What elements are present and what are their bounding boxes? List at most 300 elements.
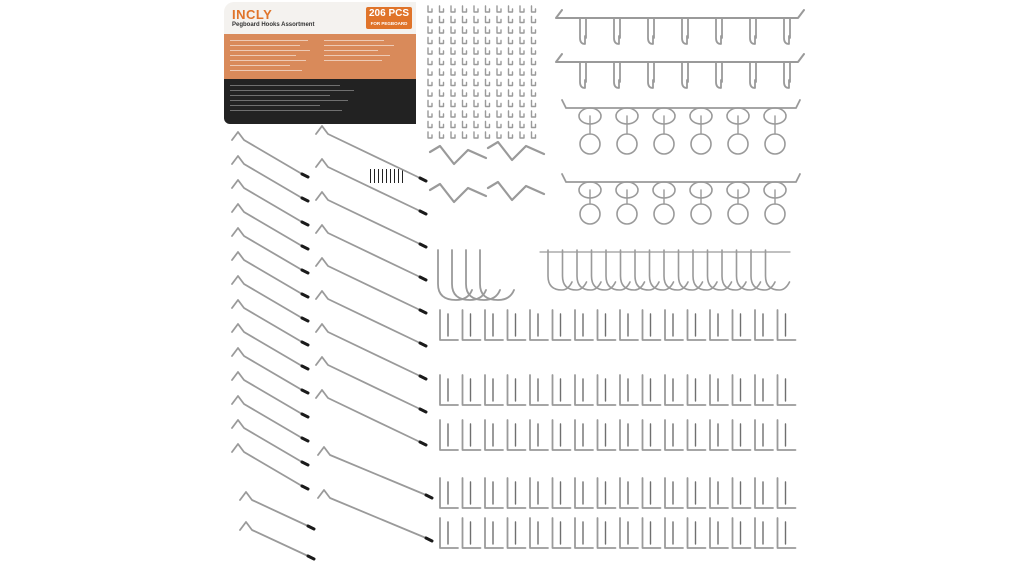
long-hook: [316, 192, 420, 244]
small-hook: [474, 111, 478, 117]
ring-hook-strips: [562, 100, 800, 224]
long-hook-tip: [302, 462, 308, 465]
long-hook: [316, 258, 420, 310]
small-hook: [451, 122, 455, 128]
small-hook: [486, 101, 490, 107]
small-hook: [509, 101, 513, 107]
small-hook: [428, 132, 432, 138]
small-hook: [463, 111, 467, 117]
strip-hook: [784, 62, 790, 88]
ring-bottom: [654, 134, 674, 154]
long-hook-tip: [302, 222, 308, 225]
long-hook-tip: [426, 538, 432, 541]
l-hook: [688, 310, 706, 340]
small-hook: [497, 48, 501, 54]
strip-hook: [682, 62, 688, 88]
brand-label: INCLY: [232, 7, 273, 22]
small-hook: [440, 27, 444, 33]
j-hook: [548, 250, 572, 290]
ring-bottom: [765, 134, 785, 154]
small-hook: [451, 48, 455, 54]
zigzag-clip: [488, 182, 544, 200]
small-hook: [474, 6, 478, 12]
l-hook: [688, 375, 706, 405]
l-hook: [710, 375, 728, 405]
small-hook: [428, 17, 432, 23]
long-hook-tip: [302, 270, 308, 273]
small-hook: [428, 80, 432, 86]
small-hook: [532, 27, 536, 33]
small-hook: [451, 38, 455, 44]
small-hook: [463, 38, 467, 44]
small-hook: [486, 90, 490, 96]
l-hook: [530, 420, 548, 450]
small-hook: [474, 122, 478, 128]
l-hook: [440, 478, 458, 508]
l-hook: [620, 310, 638, 340]
j-hook: [577, 250, 601, 290]
long-hook: [232, 444, 302, 486]
small-hook: [440, 6, 444, 12]
ring-bottom: [580, 134, 600, 154]
j-hook: [650, 250, 674, 290]
long-hook: [232, 300, 302, 342]
l-hook: [755, 310, 773, 340]
j-hook: [563, 250, 587, 290]
small-hook: [451, 6, 455, 12]
long-hook-tip: [302, 486, 308, 489]
small-hook: [497, 59, 501, 65]
small-hook: [486, 80, 490, 86]
small-hook: [440, 38, 444, 44]
small-hook: [486, 48, 490, 54]
l-hook: [530, 310, 548, 340]
small-hook: [440, 101, 444, 107]
l-hook: [463, 478, 481, 508]
strip-hook: [716, 18, 722, 44]
small-hook: [497, 69, 501, 75]
small-hook: [440, 122, 444, 128]
ring-bottom: [728, 204, 748, 224]
l-hook: [485, 518, 503, 548]
long-hook-tip: [302, 390, 308, 393]
small-hook: [463, 6, 467, 12]
l-hook: [778, 420, 796, 450]
l-hook: [485, 420, 503, 450]
ring-bottom: [765, 204, 785, 224]
long-hook: [232, 180, 302, 222]
long-hook: [316, 126, 420, 178]
l-hook: [485, 478, 503, 508]
l-hook: [530, 375, 548, 405]
long-hook-tip: [420, 310, 426, 313]
l-hook: [530, 518, 548, 548]
long-hook-tip: [302, 342, 308, 345]
long-hook: [316, 324, 420, 376]
l-hook: [665, 518, 683, 548]
hook-strip-bar: [556, 10, 804, 18]
small-hook: [428, 38, 432, 44]
small-hook: [520, 80, 524, 86]
long-hook: [316, 357, 420, 409]
product-name-label: Pegboard Hooks Assortment: [232, 22, 315, 28]
small-hook: [520, 111, 524, 117]
l-hook: [575, 478, 593, 508]
j-hook: [664, 250, 688, 290]
small-hook: [474, 80, 478, 86]
small-hook: [509, 6, 513, 12]
small-hook: [474, 38, 478, 44]
small-hook: [451, 111, 455, 117]
long-hook: [232, 228, 302, 270]
zigzag-clips: [430, 142, 544, 202]
long-hook-tip: [308, 556, 314, 559]
long-hook: [232, 396, 302, 438]
small-hook: [463, 17, 467, 23]
piece-count: 206 PCS: [368, 8, 410, 19]
l-hook: [463, 420, 481, 450]
l-hook: [688, 420, 706, 450]
small-hook: [440, 111, 444, 117]
ring-bottom: [654, 204, 674, 224]
small-hook: [451, 101, 455, 107]
small-hook: [463, 122, 467, 128]
small-hook: [463, 80, 467, 86]
l-hook: [553, 310, 571, 340]
small-hook: [497, 132, 501, 138]
small-hook: [497, 111, 501, 117]
strip-hook: [750, 62, 756, 88]
l-hook: [463, 375, 481, 405]
small-hook: [532, 80, 536, 86]
j-hook: [693, 250, 717, 290]
multi-hook-strips: [556, 10, 804, 88]
long-hook-tip: [420, 211, 426, 214]
small-hook: [532, 48, 536, 54]
l-hook: [665, 375, 683, 405]
l-hook: [440, 375, 458, 405]
small-hook: [520, 101, 524, 107]
long-hook-tip: [302, 174, 308, 177]
l-hook: [665, 420, 683, 450]
l-hook: [598, 310, 616, 340]
l-hook: [733, 518, 751, 548]
j-hook: [766, 250, 790, 290]
l-hook: [733, 420, 751, 450]
l-hook: [755, 518, 773, 548]
small-hook: [486, 132, 490, 138]
long-hook-tip: [302, 318, 308, 321]
l-hook: [508, 375, 526, 405]
l-hook: [755, 375, 773, 405]
j-hooks: [438, 250, 790, 300]
small-hook: [474, 59, 478, 65]
ring-bottom: [728, 134, 748, 154]
small-hook: [451, 90, 455, 96]
l-hook: [530, 478, 548, 508]
small-hook: [486, 59, 490, 65]
l-hook: [553, 420, 571, 450]
j-hook: [606, 250, 630, 290]
small-hook: [486, 38, 490, 44]
small-hook: [520, 48, 524, 54]
l-hook: [643, 420, 661, 450]
strip-hook: [614, 62, 620, 88]
small-hook: [532, 38, 536, 44]
long-hook: [316, 390, 420, 442]
ring-bottom: [580, 204, 600, 224]
l-hook: [508, 420, 526, 450]
l-hook: [440, 420, 458, 450]
j-hook: [722, 250, 746, 290]
long-hook-tip: [420, 442, 426, 445]
small-hook: [520, 90, 524, 96]
small-hook: [497, 38, 501, 44]
zigzag-clip: [430, 146, 486, 164]
long-hook: [318, 490, 426, 538]
small-hook: [428, 6, 432, 12]
small-hook: [509, 90, 513, 96]
j-hook: [635, 250, 659, 290]
j-hook: [679, 250, 703, 290]
l-hook: [778, 478, 796, 508]
l-hook: [485, 310, 503, 340]
small-hook: [474, 69, 478, 75]
small-hook: [509, 48, 513, 54]
zigzag-clip: [488, 142, 544, 160]
l-hook: [643, 375, 661, 405]
small-hook: [428, 101, 432, 107]
small-hook: [428, 111, 432, 117]
l-hook: [598, 518, 616, 548]
l-hook: [688, 518, 706, 548]
l-hook: [643, 478, 661, 508]
small-hook: [520, 122, 524, 128]
long-hook-tip: [420, 343, 426, 346]
l-hook: [643, 310, 661, 340]
l-hook: [553, 478, 571, 508]
long-hook: [232, 252, 302, 294]
strip-hook: [580, 18, 586, 44]
small-hook: [474, 132, 478, 138]
long-hook: [232, 372, 302, 414]
small-hook: [474, 48, 478, 54]
long-peg-hooks: [232, 126, 432, 559]
l-hook: [508, 310, 526, 340]
long-hook-tip: [302, 294, 308, 297]
small-hook: [520, 6, 524, 12]
small-hook: [509, 27, 513, 33]
l-hook: [710, 518, 728, 548]
long-hook: [232, 324, 302, 366]
small-hook: [532, 101, 536, 107]
l-hook: [665, 310, 683, 340]
l-hook: [733, 375, 751, 405]
long-hook: [318, 447, 426, 495]
j-hook: [737, 250, 761, 290]
small-hook: [520, 17, 524, 23]
strip-hook: [614, 18, 620, 44]
l-hook: [598, 375, 616, 405]
small-hook: [428, 27, 432, 33]
long-hook: [240, 492, 308, 526]
small-hook: [463, 27, 467, 33]
l-hook: [620, 478, 638, 508]
small-hook: [440, 90, 444, 96]
long-hook-tip: [302, 246, 308, 249]
small-hook: [486, 111, 490, 117]
ring-bottom: [617, 134, 637, 154]
small-hook: [497, 80, 501, 86]
long-hook-tip: [420, 277, 426, 280]
small-hook: [428, 122, 432, 128]
small-hook: [497, 17, 501, 23]
l-hook: [620, 518, 638, 548]
small-hook: [463, 69, 467, 75]
long-hook: [240, 522, 308, 556]
small-hook: [451, 59, 455, 65]
small-hook: [532, 6, 536, 12]
small-hook: [463, 59, 467, 65]
small-hook: [463, 48, 467, 54]
l-hook: [485, 375, 503, 405]
small-hook: [509, 69, 513, 75]
small-hook: [486, 17, 490, 23]
small-hook: [486, 6, 490, 12]
long-hook: [232, 132, 302, 174]
small-hook: [509, 80, 513, 86]
l-hook: [553, 518, 571, 548]
small-hook: [440, 59, 444, 65]
small-hook: [509, 122, 513, 128]
small-hook: [440, 132, 444, 138]
small-hook: [451, 132, 455, 138]
small-hook: [486, 122, 490, 128]
small-hook: [497, 101, 501, 107]
small-hook: [532, 111, 536, 117]
long-hook-tip: [302, 414, 308, 417]
ring-strip-bar: [562, 174, 800, 182]
small-hook: [532, 90, 536, 96]
ring-bottom: [691, 134, 711, 154]
j-hook: [708, 250, 732, 290]
piece-count-note: FOR PEGBOARD: [370, 21, 408, 26]
small-hook: [451, 69, 455, 75]
small-hook: [428, 48, 432, 54]
small-hook: [440, 17, 444, 23]
l-hook: [598, 478, 616, 508]
hook-strip-bar: [556, 54, 804, 62]
long-hook: [232, 156, 302, 198]
small-hook: [509, 111, 513, 117]
small-hook: [509, 132, 513, 138]
long-hook: [316, 225, 420, 277]
ring-bottom: [617, 204, 637, 224]
long-hook: [232, 276, 302, 318]
small-hook: [509, 17, 513, 23]
small-hook: [428, 90, 432, 96]
long-hook-tip: [420, 244, 426, 247]
l-hook: [778, 310, 796, 340]
long-hook-tip: [302, 438, 308, 441]
l-hook: [710, 310, 728, 340]
l-hook: [733, 310, 751, 340]
strip-hook: [648, 18, 654, 44]
small-hook: [532, 69, 536, 75]
small-hook: [532, 132, 536, 138]
ring-bottom: [691, 204, 711, 224]
small-hook: [474, 101, 478, 107]
l-hook: [553, 375, 571, 405]
small-hook: [497, 122, 501, 128]
l-hook: [778, 518, 796, 548]
small-hook: [451, 27, 455, 33]
strip-hook: [648, 62, 654, 88]
l-hook: [620, 420, 638, 450]
small-hook: [451, 80, 455, 86]
strip-hook: [716, 62, 722, 88]
l-hook: [508, 478, 526, 508]
long-hook: [232, 204, 302, 246]
long-hook-tip: [308, 526, 314, 529]
long-hook: [232, 348, 302, 390]
small-hook: [463, 90, 467, 96]
long-hook-tip: [302, 198, 308, 201]
small-hook: [474, 17, 478, 23]
l-hook: [665, 478, 683, 508]
long-hook-tip: [420, 376, 426, 379]
zigzag-clip: [430, 184, 486, 202]
l-hook: [463, 518, 481, 548]
small-hook: [463, 132, 467, 138]
l-hooks-rows: [440, 310, 796, 548]
small-hook: [428, 69, 432, 75]
l-hook: [755, 420, 773, 450]
l-hook: [688, 478, 706, 508]
strip-hook: [682, 18, 688, 44]
l-hook: [508, 518, 526, 548]
l-hook: [755, 478, 773, 508]
small-hook: [474, 27, 478, 33]
l-hook: [440, 310, 458, 340]
small-hook: [428, 59, 432, 65]
small-hook: [463, 101, 467, 107]
l-hook: [575, 518, 593, 548]
small-hook: [520, 59, 524, 65]
small-hook: [486, 69, 490, 75]
long-hook-tip: [426, 495, 432, 498]
small-hook: [520, 69, 524, 75]
small-hooks-grid: [428, 6, 536, 138]
long-hook-tip: [420, 409, 426, 412]
small-hook: [440, 69, 444, 75]
small-hook: [440, 48, 444, 54]
l-hook: [463, 310, 481, 340]
long-hook-tip: [420, 178, 426, 181]
small-hook: [509, 38, 513, 44]
l-hook: [710, 420, 728, 450]
small-hook: [520, 27, 524, 33]
l-hook: [575, 310, 593, 340]
l-hook: [575, 375, 593, 405]
small-hook: [520, 132, 524, 138]
small-hook: [509, 59, 513, 65]
small-hook: [474, 90, 478, 96]
small-hook: [497, 6, 501, 12]
l-hook: [440, 518, 458, 548]
l-hook: [620, 375, 638, 405]
l-hook: [598, 420, 616, 450]
